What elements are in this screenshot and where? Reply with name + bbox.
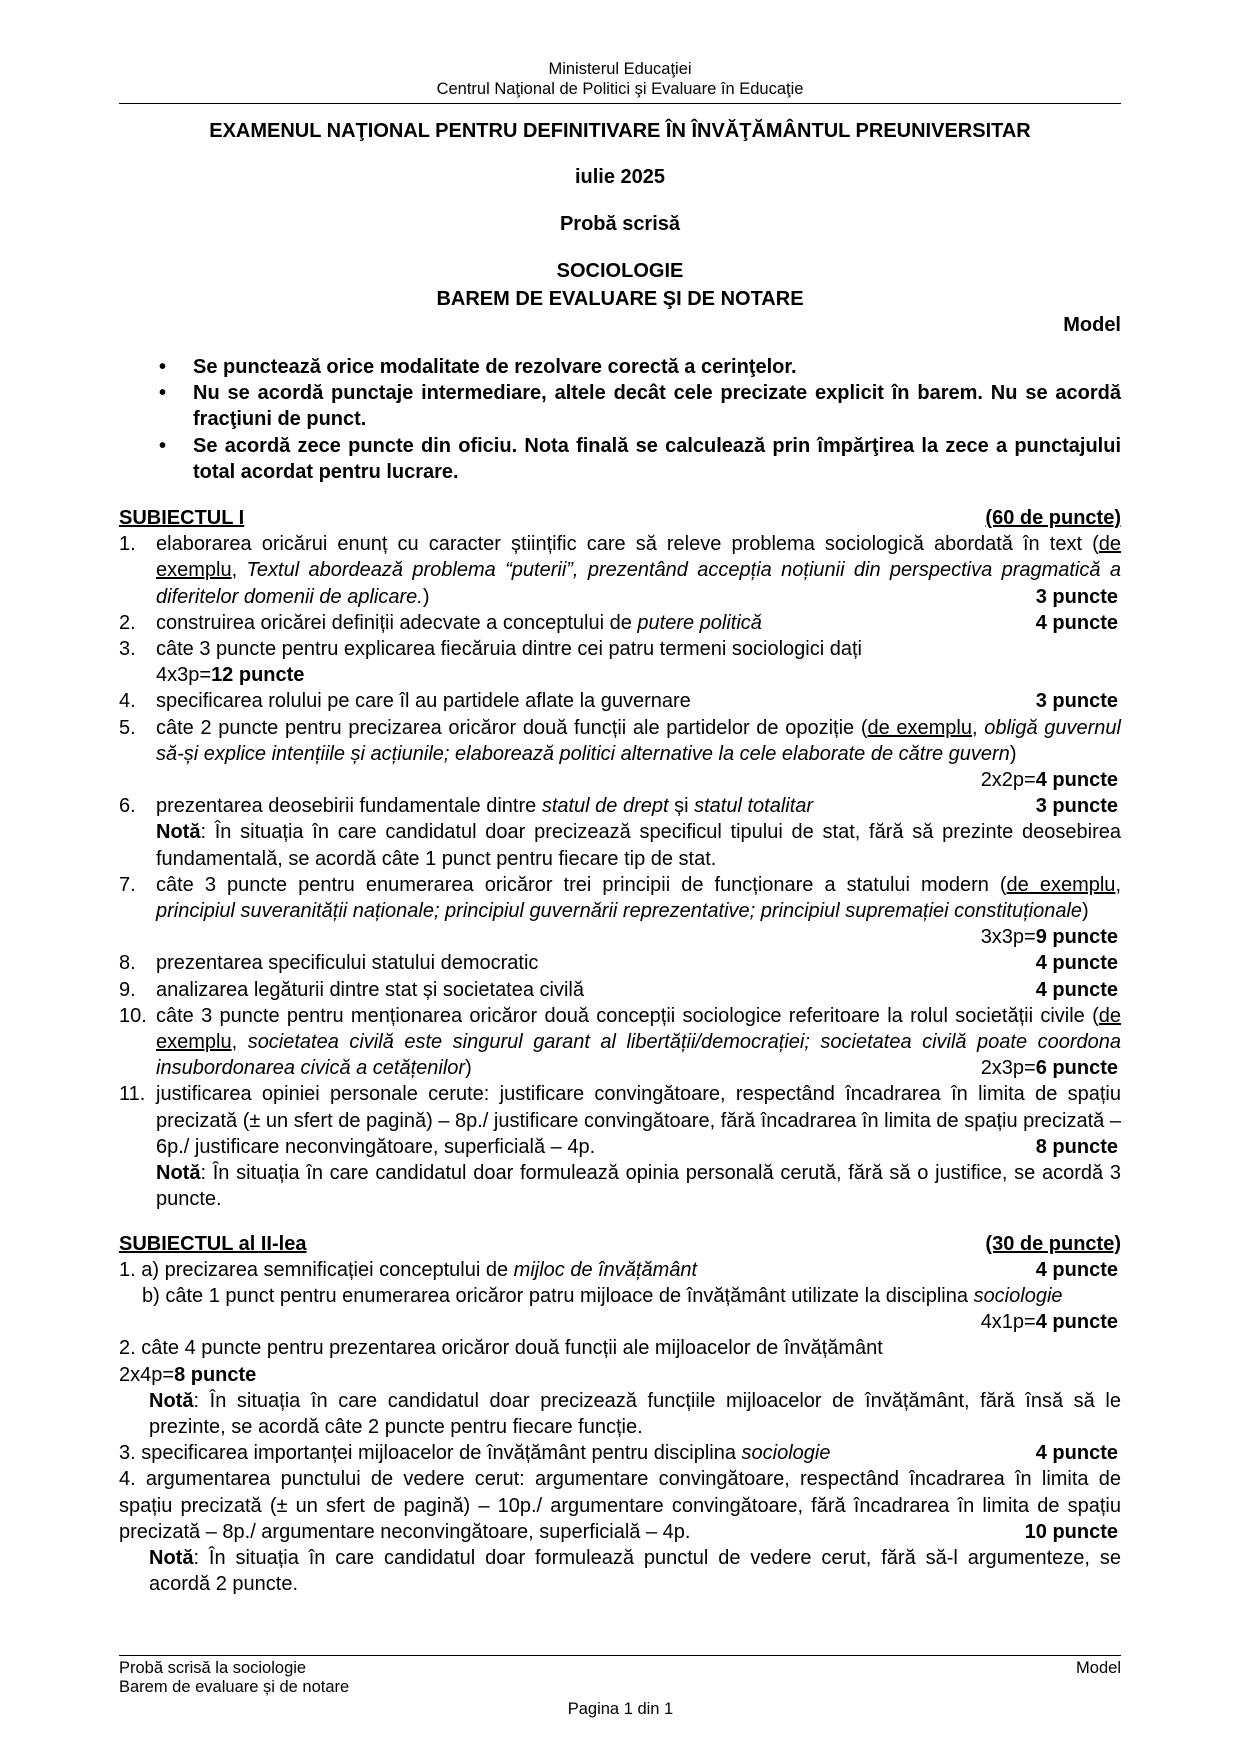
item-number: 11. bbox=[119, 1083, 146, 1106]
rule-item: • Se punctează orice modalitate de rezolvare corectă a cerinţelor. bbox=[157, 354, 1121, 380]
scoring-item bbox=[119, 1335, 1121, 1387]
points-value bbox=[1022, 977, 1118, 1003]
points-value bbox=[967, 1309, 1118, 1335]
points-value bbox=[1022, 610, 1118, 636]
text-segment: : În situația în care candidatul doar formulează punctul de vedere cerut, fără să-l argumenteze, se acordă 2 puncte. bbox=[149, 1546, 1121, 1596]
footer-doc: Barem de evaluare și de notare bbox=[119, 1678, 350, 1696]
text-segment: justificarea opiniei personale cerute: justificare convingătoare, respectând încadrarea în limita de spațiu precizată (± un sfert de pagină) – 8p./ justificare convingătoare, fără încadrarea în limita de spațiu precizată – 6p./ justificare neconvingătoare, superficială – 4p. bbox=[156, 1083, 1121, 1158]
scoring-note bbox=[119, 1545, 1121, 1597]
text-segment: , bbox=[972, 716, 985, 739]
italic-text: principiul suveranității naționale; principiul guvernării reprezentative; principiul supremației constituționale bbox=[156, 900, 1083, 923]
text-segment: b) câte 1 punct pentru enumerarea oricăror patru mijloace de învățământ utilizate la disciplina bbox=[142, 1284, 974, 1307]
text-segment: ) bbox=[465, 1057, 472, 1080]
points-value bbox=[156, 664, 304, 686]
scoring-note bbox=[119, 819, 1121, 871]
item-text bbox=[156, 874, 1121, 922]
note-label: Notă bbox=[156, 821, 201, 844]
general-rules bbox=[119, 354, 1121, 485]
document-title: BAREM DE EVALUARE ŞI DE NOTARE bbox=[436, 288, 804, 310]
page-number: Pagina 1 din 1 bbox=[567, 1700, 674, 1718]
points-total: 8 puncte bbox=[1035, 1135, 1118, 1158]
text-segment: : În situația în care candidatul doar formulează opinia personală cerută, fără să o justifice, se acordă 3 puncte. bbox=[156, 1162, 1121, 1211]
rule-item: • Nu se acordă punctaje intermediare, altele decât cele precizate explicit în barem. Nu se acordă fracţiuni de punct. bbox=[157, 380, 1121, 432]
scoring-item bbox=[119, 1283, 1121, 1335]
points-value bbox=[119, 1364, 256, 1386]
example-label: de exemplu bbox=[1006, 873, 1116, 896]
subject-1-points: (60 de puncte) bbox=[985, 507, 1121, 530]
scoring-item bbox=[119, 1440, 1121, 1466]
footer-model: Model bbox=[1076, 1659, 1121, 1677]
points-value bbox=[967, 924, 1118, 950]
italic-text: statul totalitar bbox=[694, 795, 814, 818]
text-segment: și bbox=[668, 795, 695, 818]
item-number: 1. bbox=[119, 533, 136, 556]
item-number: 9. bbox=[119, 978, 136, 1001]
points-value bbox=[1022, 688, 1118, 714]
exam-date: iulie 2025 bbox=[574, 166, 666, 188]
scoring-item bbox=[119, 950, 1121, 976]
header-rule bbox=[119, 103, 1121, 104]
points-formula: 4x1p= bbox=[980, 1311, 1036, 1334]
scoring-item bbox=[119, 1003, 1121, 1082]
rule-item: • Se acordă zece puncte din oficiu. Nota finală se calculează prin împărţirea la zece a punctajului total acordat pentru lucrare. bbox=[157, 433, 1121, 485]
points-value bbox=[1022, 1440, 1118, 1466]
italic-text: putere politică bbox=[637, 611, 762, 634]
text-segment: : În situația în care candidatul doar precizează specificul tipului de stat, fără să prezinte deosebirea fundamentală, se acordă câte 1 punct pentru fiecare tip de stat. bbox=[156, 821, 1121, 870]
item-number: 8. bbox=[119, 952, 136, 975]
scoring-note bbox=[119, 1160, 1121, 1212]
note-label: Notă bbox=[149, 1546, 194, 1569]
text-segment: 1. a) precizarea semnificației conceptului de bbox=[119, 1258, 514, 1281]
text-segment: construirea oricărei definiții adecvate a conceptului de bbox=[156, 611, 638, 634]
points-line bbox=[156, 662, 1121, 688]
item-number: 4. bbox=[119, 690, 136, 713]
model-label: Model bbox=[1063, 314, 1121, 336]
points-total: 12 puncte bbox=[211, 664, 305, 687]
item-text bbox=[156, 1083, 1121, 1157]
item-text bbox=[119, 1259, 697, 1281]
points-total: 8 puncte bbox=[174, 1363, 257, 1386]
points-value bbox=[1022, 584, 1118, 610]
center-name: Centrul Naţional de Politici şi Evaluare în Educaţie bbox=[436, 80, 804, 98]
points-value bbox=[1022, 1257, 1118, 1283]
points-total: 3 puncte bbox=[1035, 585, 1118, 608]
points-total: 3 puncte bbox=[1035, 795, 1118, 818]
scoring-item bbox=[119, 1081, 1121, 1160]
test-type: Probă scrisă bbox=[559, 213, 681, 235]
text-segment: , bbox=[231, 1031, 248, 1054]
exam-title: EXAMENUL NAŢIONAL PENTRU DEFINITIVARE ÎN ÎNVĂŢĂMÂNTUL PREUNIVERSITAR bbox=[209, 120, 1031, 142]
item-text bbox=[156, 533, 1121, 607]
scoring-item bbox=[119, 636, 1121, 688]
text-segment: , bbox=[231, 559, 247, 582]
scoring-item bbox=[119, 715, 1121, 794]
note-label: Notă bbox=[156, 1162, 201, 1185]
item-text bbox=[119, 1468, 1121, 1542]
points-total: 4 puncte bbox=[1035, 1258, 1118, 1281]
points-total: 6 puncte bbox=[1035, 1057, 1118, 1080]
item-text bbox=[156, 952, 538, 974]
subject-2-section bbox=[119, 1231, 1121, 1598]
points-formula: 2x2p= bbox=[980, 769, 1036, 792]
points-total: 10 puncte bbox=[1024, 1520, 1118, 1543]
text-segment: prezentarea specificului statului democratic bbox=[156, 952, 539, 975]
points-total: 4 puncte bbox=[1035, 952, 1118, 975]
text-segment: analizarea legăturii dintre stat și societatea civilă bbox=[156, 978, 584, 1001]
text-segment: prezentarea deosebirii fundamentale dintre bbox=[156, 795, 542, 818]
text-segment: elaborarea oricărui enunț cu caracter științific care să releve problema sociologică abordată în text ( bbox=[156, 533, 1099, 556]
subject-1-heading bbox=[119, 505, 1121, 531]
points-formula: 3x3p= bbox=[980, 926, 1036, 949]
subject-2-heading bbox=[119, 1231, 1121, 1257]
document-body bbox=[119, 354, 1121, 1615]
points-value bbox=[1022, 1134, 1118, 1160]
text-segment: 3. specificarea importanței mijloacelor de învățământ pentru disciplina bbox=[119, 1442, 742, 1465]
text-segment: câte 3 puncte pentru explicarea fiecăruia dintre cei patru termeni sociologici dați bbox=[156, 638, 862, 661]
points-total: 9 puncte bbox=[1035, 926, 1118, 949]
footer-test: Probă scrisă la sociologie bbox=[119, 1659, 307, 1677]
subject-1-section bbox=[119, 505, 1121, 1212]
scoring-item bbox=[119, 1466, 1121, 1545]
subject-name: SOCIOLOGIE bbox=[556, 260, 684, 282]
item-number: 6. bbox=[119, 795, 136, 818]
scoring-item bbox=[119, 531, 1121, 610]
text-segment: câte 3 puncte pentru menționarea oricăror două concepții sociologice referitoare la rolul societății civile ( bbox=[156, 1004, 1099, 1027]
points-total: 4 puncte bbox=[1035, 769, 1118, 792]
item-text bbox=[142, 1285, 1063, 1307]
points-formula: 2x3p= bbox=[980, 1057, 1036, 1080]
subject-2-points: (30 de puncte) bbox=[985, 1232, 1121, 1255]
note-label: Notă bbox=[149, 1389, 194, 1412]
item-number: 3. bbox=[119, 638, 136, 661]
italic-text: sociologie bbox=[741, 1442, 831, 1465]
points-total: 4 puncte bbox=[1035, 611, 1118, 634]
italic-text: obligă guvernul să-și explice intențiile și acțiunile; elaborează politici alternative la cele elaborate de către guvern bbox=[156, 716, 1121, 765]
italic-text: sociologie bbox=[973, 1284, 1063, 1307]
text-segment: câte 3 puncte pentru enumerarea oricăror trei principii de funcționare a statului modern ( bbox=[156, 873, 1007, 896]
text-segment: ) bbox=[1009, 742, 1017, 765]
item-text bbox=[156, 795, 813, 817]
points-total: 4 puncte bbox=[1035, 978, 1118, 1001]
text-segment: 2. câte 4 puncte pentru prezentarea oricăror două funcții ale mijloacelor de învățământ bbox=[119, 1337, 883, 1360]
scoring-item bbox=[119, 688, 1121, 714]
item-text bbox=[156, 717, 1121, 765]
subject-2-title: SUBIECTUL al II-lea bbox=[119, 1232, 307, 1255]
points-line bbox=[119, 1362, 1121, 1388]
points-value bbox=[967, 767, 1118, 793]
points-formula: 4x3p= bbox=[156, 664, 212, 687]
italic-text: mijloc de învățământ bbox=[513, 1258, 698, 1281]
scoring-item bbox=[119, 793, 1121, 819]
text-segment: câte 2 puncte pentru precizarea oricăror două funcții ale partidelor de opoziție ( bbox=[156, 716, 868, 739]
points-value bbox=[967, 1055, 1118, 1081]
text-segment: specificarea rolului pe care îl au partidele aflate la guvernare bbox=[156, 690, 691, 713]
points-value bbox=[1022, 950, 1118, 976]
example-label: de exemplu bbox=[156, 533, 1121, 582]
item-number: 5. bbox=[119, 716, 136, 739]
text-segment: , bbox=[1115, 873, 1121, 896]
item-text bbox=[156, 612, 762, 634]
item-text bbox=[156, 690, 691, 712]
ministry-name: Ministerul Educaţiei bbox=[548, 60, 692, 78]
scoring-note bbox=[119, 1388, 1121, 1440]
item-text bbox=[119, 1337, 883, 1359]
text-segment: ) bbox=[1082, 900, 1089, 923]
example-label: de exemplu bbox=[867, 716, 972, 739]
points-total: 3 puncte bbox=[1035, 690, 1118, 713]
item-number: 2. bbox=[119, 611, 136, 634]
text-segment: 4. argumentarea punctului de vedere cerut: argumentare convingătoare, respectând încadrarea în limita de spațiu precizată (± un sfert de pagină) – 10p./ argumentare convingătoare, fără încadrarea în limita de spațiu precizată – 8p./ argumentare neconvingătoare, superficială – 4p. bbox=[119, 1468, 1121, 1543]
points-formula: 2x4p= bbox=[119, 1363, 175, 1386]
italic-text: statul de drept bbox=[541, 795, 669, 818]
italic-text: societatea civilă este singurul garant al libertății/democrației; societatea civilă poate coordona insubordonarea civică a cetățenilor bbox=[156, 1031, 1121, 1080]
points-value bbox=[1022, 793, 1118, 819]
scoring-item bbox=[119, 977, 1121, 1003]
scoring-item bbox=[119, 1257, 1121, 1283]
footer-rule bbox=[119, 1655, 1121, 1656]
text-segment: ) bbox=[422, 585, 430, 608]
item-number: 7. bbox=[119, 873, 136, 896]
points-value bbox=[1011, 1519, 1118, 1545]
item-text bbox=[156, 979, 584, 1001]
text-segment: : În situația în care candidatul doar precizează funcțiile mijloacelor de învățământ, fără însă să le prezinte, se acordă câte 2 puncte pentru fiecare funcție. bbox=[149, 1389, 1121, 1438]
item-number: 10. bbox=[119, 1004, 147, 1027]
item-text bbox=[119, 1442, 831, 1464]
italic-text: Textul abordează problema “puterii”, prezentând accepția noțiunii din perspectiva pragmatică a diferitelor domenii de aplicare. bbox=[156, 559, 1121, 608]
points-total: 4 puncte bbox=[1035, 1311, 1118, 1334]
points-total: 4 puncte bbox=[1035, 1442, 1118, 1465]
subject-1-title: SUBIECTUL I bbox=[119, 507, 245, 530]
scoring-item bbox=[119, 872, 1121, 951]
scoring-item bbox=[119, 610, 1121, 636]
example-label: de exemplu bbox=[156, 1004, 1121, 1054]
item-text bbox=[156, 638, 862, 660]
